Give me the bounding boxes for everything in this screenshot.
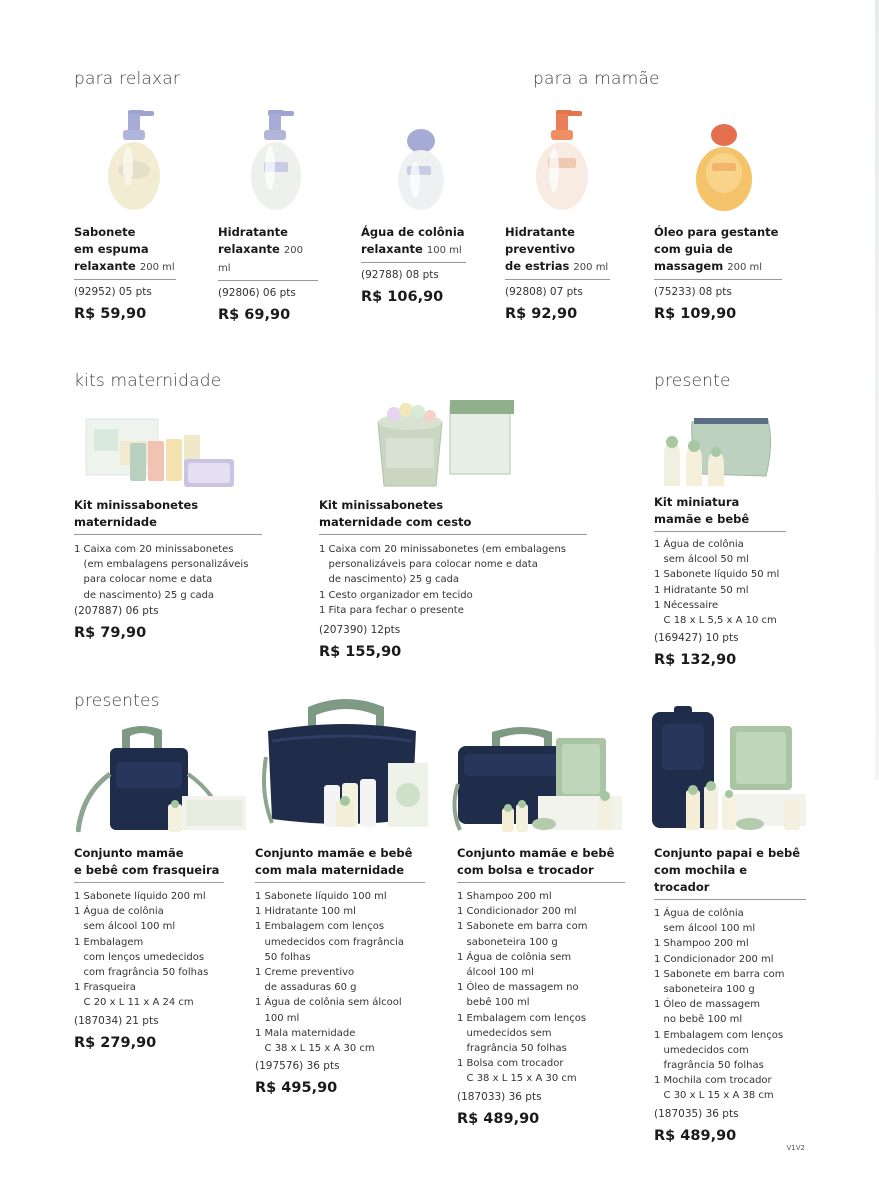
item-line: de assaduras 60 g bbox=[255, 982, 357, 994]
product-code: (75233) 08 pts bbox=[654, 286, 732, 298]
product-image-hidratante-relaxante[interactable] bbox=[248, 110, 304, 212]
item-line: C 18 x L 5,5 x A 10 cm bbox=[654, 615, 777, 627]
product-image-hidratante-estrias[interactable] bbox=[532, 110, 592, 212]
product-price: R$ 59,90 bbox=[74, 306, 147, 322]
item-line: personalizáveis para colocar nome e data bbox=[319, 559, 538, 571]
item-line: 1 Caixa com 20 minissabonetes bbox=[74, 544, 234, 555]
product-code: (207390) 12pts bbox=[319, 624, 401, 637]
product-image-set-mochila[interactable] bbox=[640, 704, 808, 834]
item-line: 1 Sabonete em barra com bbox=[654, 968, 785, 980]
item-line: 1 Óleo de massagem bbox=[654, 999, 760, 1011]
product-name bbox=[654, 224, 782, 276]
name-line: preventivo bbox=[505, 242, 576, 256]
item-line: (em embalagens personalizáveis bbox=[74, 559, 249, 571]
item-line: saboneteira 100 g bbox=[654, 984, 755, 996]
product-name bbox=[319, 497, 587, 531]
item-line: 1 Sabonete em barra com bbox=[457, 921, 588, 933]
item-line: 1 Água de colônia bbox=[654, 908, 744, 919]
item-line: sem álcool 50 ml bbox=[654, 554, 749, 566]
item-line: 1 Água de colônia bbox=[74, 906, 164, 918]
product-price: R$ 279,90 bbox=[74, 1034, 157, 1051]
item-line: 1 Shampoo 200 ml bbox=[654, 938, 749, 950]
item-line: saboneteira 100 g bbox=[457, 936, 558, 948]
product-price: R$ 132,90 bbox=[654, 652, 737, 669]
name-line: com mala maternidade bbox=[255, 863, 405, 877]
volume: 200 ml bbox=[139, 262, 175, 273]
item-line: 1 Embalagem com lenços bbox=[457, 1012, 587, 1024]
product-card-sabonete-espuma[interactable] bbox=[74, 224, 176, 322]
product-name bbox=[218, 224, 318, 277]
item-line: bebê 100 ml bbox=[457, 997, 530, 1009]
kit-card-miniatura[interactable] bbox=[654, 494, 786, 668]
item-line: C 30 x L 15 x A 38 cm bbox=[654, 1090, 774, 1102]
name-line: Kit minissabonetes bbox=[74, 498, 199, 512]
divider bbox=[457, 882, 625, 883]
item-line: umedecidos com fragrância bbox=[255, 936, 405, 948]
product-image-agua-colonia[interactable] bbox=[395, 128, 447, 212]
item-line: umedecidos sem bbox=[457, 1027, 552, 1039]
divider bbox=[654, 279, 782, 280]
item-line: 1 Nécessaire bbox=[654, 599, 719, 611]
section-title-presentes: presentes bbox=[74, 691, 160, 711]
product-name bbox=[74, 497, 262, 531]
product-card-agua-colonia[interactable] bbox=[361, 224, 466, 305]
product-code: (92806) 06 pts bbox=[218, 287, 296, 299]
item-line: 1 Óleo de massagem no bbox=[457, 982, 579, 994]
product-code: (169427) 10 pts bbox=[654, 632, 739, 645]
product-name bbox=[505, 224, 610, 276]
name-line: Hidratante bbox=[505, 225, 575, 239]
product-image-oleo-gestante[interactable] bbox=[694, 123, 754, 213]
item-line: 1 Água de colônia bbox=[654, 539, 744, 550]
name-line: de estrias bbox=[505, 259, 570, 273]
product-code: (92952) 05 pts bbox=[74, 286, 152, 298]
product-image-set-frasqueira[interactable] bbox=[76, 724, 248, 836]
item-line: 1 Cesto organizador em tecido bbox=[319, 589, 473, 601]
name-line: Água de colônia bbox=[361, 225, 465, 239]
item-line: 1 Sabonete líquido 200 ml bbox=[74, 891, 206, 902]
name-line: Hidratante bbox=[218, 225, 288, 239]
product-price: R$ 106,90 bbox=[361, 289, 444, 305]
product-price: R$ 489,90 bbox=[457, 1110, 540, 1127]
product-name bbox=[255, 845, 425, 879]
item-line: C 20 x L 11 x A 24 cm bbox=[74, 997, 194, 1009]
name-line: Conjunto mamãe bbox=[74, 846, 184, 860]
item-line: 1 Creme preventivo bbox=[255, 967, 355, 979]
item-line: 1 Frasqueira bbox=[74, 982, 136, 994]
divider bbox=[319, 534, 587, 535]
name-line: Óleo para gestante bbox=[654, 225, 779, 239]
item-line: C 38 x L 15 x A 30 cm bbox=[457, 1073, 577, 1085]
name-line: Kit miniatura bbox=[654, 495, 740, 509]
volume: 200 ml bbox=[573, 262, 609, 273]
set-card-bolsa[interactable] bbox=[457, 845, 625, 1127]
item-line: para colocar nome e data bbox=[74, 574, 213, 586]
section-title-relaxar: para relaxar bbox=[74, 69, 181, 89]
product-image-set-bolsa[interactable] bbox=[452, 724, 624, 834]
product-name bbox=[457, 845, 625, 879]
divider bbox=[361, 262, 466, 263]
item-line: 1 Mala maternidade bbox=[255, 1027, 356, 1039]
item-line: 1 Fita para fechar o presente bbox=[319, 604, 464, 616]
item-line: 1 Sabonete líquido 100 ml bbox=[255, 891, 387, 902]
name-line: relaxante bbox=[218, 242, 280, 256]
product-name bbox=[654, 845, 806, 896]
product-card-hidratante-relaxante[interactable] bbox=[218, 224, 318, 323]
name-line: relaxante bbox=[74, 259, 136, 273]
volume: 100 ml bbox=[426, 245, 462, 256]
set-card-mochila[interactable] bbox=[654, 845, 806, 1144]
divider bbox=[74, 534, 262, 535]
item-line: 1 Embalagem bbox=[74, 936, 144, 948]
name-line: Kit minissabonetes bbox=[319, 498, 444, 512]
product-code: (92788) 08 pts bbox=[361, 269, 439, 281]
name-line: Conjunto mamãe e bebê bbox=[255, 846, 413, 860]
name-line: em espuma bbox=[74, 242, 149, 256]
item-line: de nascimento) 25 g cada bbox=[319, 574, 460, 586]
page-edge bbox=[875, 0, 879, 780]
product-name bbox=[361, 224, 466, 259]
section-title-presente: presente bbox=[654, 371, 731, 391]
name-line: Conjunto papai e bebê bbox=[654, 846, 801, 860]
item-line: 1 Embalagem com lenços bbox=[255, 921, 385, 933]
section-title-kits: kits maternidade bbox=[74, 371, 222, 391]
kit-card-minissabonetes[interactable] bbox=[74, 497, 262, 641]
item-line: de nascimento) 25 g cada bbox=[74, 589, 215, 601]
item-line: álcool 100 ml bbox=[457, 967, 534, 979]
name-line: e bebê com frasqueira bbox=[74, 863, 220, 877]
item-line: 1 Hidratante 100 ml bbox=[255, 906, 356, 918]
product-card-oleo-gestante[interactable] bbox=[654, 224, 782, 322]
item-list bbox=[74, 542, 262, 603]
divider bbox=[255, 882, 425, 883]
product-price: R$ 109,90 bbox=[654, 306, 737, 322]
product-price: R$ 92,90 bbox=[505, 306, 578, 322]
item-line: 1 Embalagem com lenços bbox=[654, 1029, 784, 1041]
item-line: no bebê 100 ml bbox=[654, 1014, 743, 1026]
item-line: 1 Água de colônia sem álcool bbox=[255, 997, 402, 1009]
item-line: com fragrância 50 folhas bbox=[74, 967, 209, 979]
product-price: R$ 79,90 bbox=[74, 624, 147, 641]
product-name bbox=[74, 845, 224, 879]
product-name bbox=[74, 224, 176, 276]
item-list bbox=[74, 889, 224, 1011]
divider bbox=[218, 280, 318, 281]
item-line: fragrância 50 folhas bbox=[457, 1043, 567, 1055]
volume: 200 ml bbox=[727, 262, 763, 273]
item-line: 100 ml bbox=[255, 1012, 300, 1024]
item-line: fragrância 50 folhas bbox=[654, 1060, 764, 1072]
name-line: Sabonete bbox=[74, 225, 136, 239]
item-list bbox=[319, 542, 587, 618]
product-image-sabonete-espuma[interactable] bbox=[104, 110, 164, 212]
divider bbox=[654, 899, 806, 900]
item-line: 50 folhas bbox=[255, 951, 311, 963]
name-line: mamãe e bebê bbox=[654, 512, 750, 526]
product-code: (197576) 36 pts bbox=[255, 1060, 340, 1073]
name-line: relaxante bbox=[361, 242, 423, 256]
item-line: sem álcool 100 ml bbox=[74, 921, 176, 933]
name-line: maternidade bbox=[74, 515, 157, 529]
divider bbox=[74, 279, 176, 280]
product-image-kit-minissabonetes[interactable] bbox=[84, 413, 242, 497]
item-list bbox=[654, 906, 806, 1104]
product-image-kit-miniatura[interactable] bbox=[660, 414, 776, 490]
product-price: R$ 495,90 bbox=[255, 1080, 338, 1097]
page-mark: V1V2 bbox=[786, 1144, 805, 1152]
product-code: (207887) 06 pts bbox=[74, 604, 159, 617]
name-line: com guia de bbox=[654, 242, 733, 256]
set-card-mala[interactable] bbox=[255, 845, 425, 1096]
item-line: 1 Caixa com 20 minissabonetes (em embalagens bbox=[319, 544, 566, 555]
item-line: com lenços umedecidos bbox=[74, 951, 205, 963]
item-line: 1 Bolsa com trocador bbox=[457, 1058, 564, 1070]
item-line: 1 Sabonete líquido 50 ml bbox=[654, 569, 780, 581]
product-code: (92808) 07 pts bbox=[505, 286, 583, 298]
name-line: com mochila e trocador bbox=[654, 863, 748, 894]
product-name bbox=[654, 494, 786, 528]
product-code: (187033) 36 pts bbox=[457, 1090, 542, 1103]
product-image-set-mala[interactable] bbox=[262, 697, 430, 831]
item-list bbox=[457, 889, 625, 1087]
name-line: Conjunto mamãe e bebê bbox=[457, 846, 615, 860]
item-line: umedecidos com bbox=[654, 1044, 749, 1056]
product-price: R$ 489,90 bbox=[654, 1127, 737, 1144]
divider bbox=[505, 279, 610, 280]
name-line: massagem bbox=[654, 259, 724, 273]
section-title-mamae: para a mamãe bbox=[533, 69, 660, 89]
item-list bbox=[654, 537, 786, 628]
product-price: R$ 155,90 bbox=[319, 644, 402, 661]
item-line: 1 Shampoo 200 ml bbox=[457, 891, 552, 902]
product-price: R$ 69,90 bbox=[218, 307, 291, 323]
item-line: 1 Mochila com trocador bbox=[654, 1075, 772, 1087]
kit-card-cesto[interactable] bbox=[319, 497, 587, 660]
product-image-kit-cesto[interactable] bbox=[372, 398, 517, 494]
item-line: 1 Condicionador 200 ml bbox=[457, 906, 577, 918]
name-line: com bolsa e trocador bbox=[457, 863, 594, 877]
volume: 200 ml bbox=[218, 245, 303, 274]
name-line: maternidade com cesto bbox=[319, 515, 472, 529]
item-line: 1 Hidratante 50 ml bbox=[654, 584, 749, 596]
item-line: 1 Água de colônia sem bbox=[457, 951, 572, 963]
divider bbox=[74, 882, 224, 883]
product-code: (187034) 21 pts bbox=[74, 1014, 159, 1027]
divider bbox=[654, 531, 786, 532]
item-line: sem álcool 100 ml bbox=[654, 923, 756, 935]
item-list bbox=[255, 889, 425, 1056]
set-card-frasqueira[interactable] bbox=[74, 845, 224, 1051]
item-line: 1 Condicionador 200 ml bbox=[654, 953, 774, 965]
product-card-hidratante-estrias[interactable] bbox=[505, 224, 610, 322]
item-line: C 38 x L 15 x A 30 cm bbox=[255, 1043, 375, 1055]
product-code: (187035) 36 pts bbox=[654, 1107, 739, 1120]
